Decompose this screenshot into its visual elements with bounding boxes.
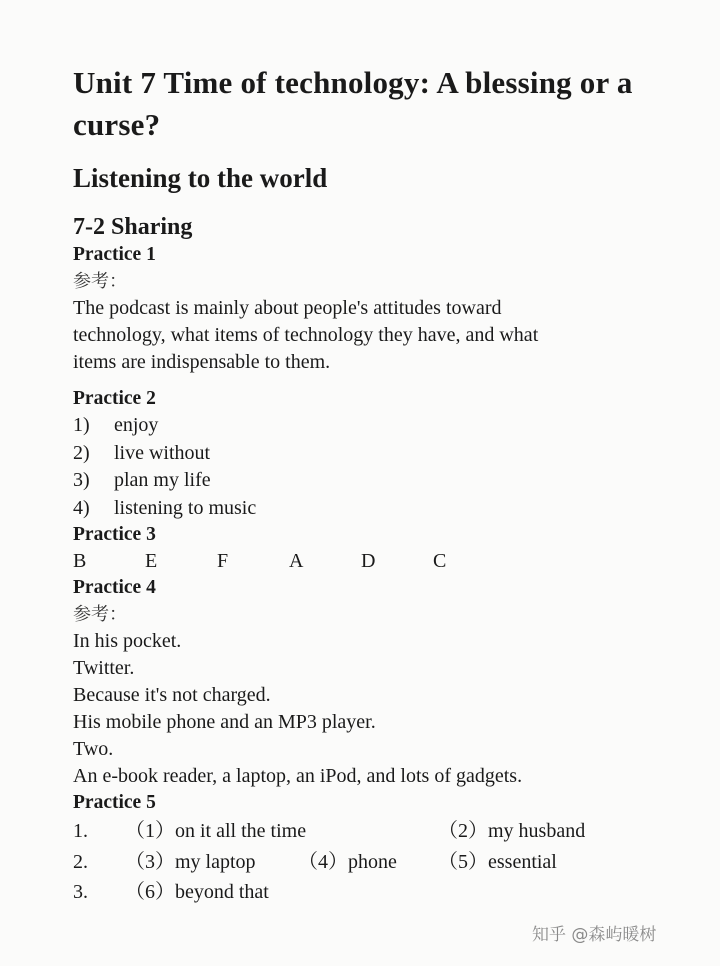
practice-5-row: 1. （1）on it all the time （2）my husband [73, 820, 586, 842]
practice-4-heading: Practice 4 [73, 577, 156, 598]
document-page [73, 62, 693, 908]
list-item: 3) plan my life [73, 469, 211, 491]
answer-line: Twitter. [73, 657, 135, 679]
practice-4-reference-label: 参考： [73, 604, 127, 625]
practice-2-heading: Practice 2 [73, 388, 156, 409]
answer-letter: F [217, 550, 229, 572]
answer-letter: D [361, 550, 376, 572]
practice-1-line-2: technology, what items of technology they have, and what [73, 324, 539, 346]
answer-letter: A [289, 550, 304, 572]
answer-line: Because it's not charged. [73, 684, 271, 706]
practice-3 [73, 522, 693, 575]
zhihu-watermark: 知乎 @森屿暖树 [532, 925, 657, 945]
answer-line: Two. [73, 738, 114, 760]
list-item: 4) listening to music [73, 496, 257, 519]
practice-5 [73, 790, 693, 908]
answer-letter: C [433, 550, 447, 572]
practice-5-row: 2. （3）my laptop （4）phone （5）essential [73, 850, 557, 873]
practice-2 [73, 386, 693, 522]
practice-1-line-3: items are indispensable to them. [73, 351, 331, 373]
practice-5-row: 3. （6）beyond that [73, 881, 269, 903]
practice-5-heading: Practice 5 [73, 792, 156, 813]
answer-line: His mobile phone and an MP3 player. [73, 711, 376, 733]
section-heading: Listening to the world [73, 163, 328, 193]
practice-3-answers [73, 548, 693, 575]
practice-4 [73, 575, 693, 790]
answer-line: In his pocket. [73, 630, 182, 652]
list-item: 1) enjoy [73, 414, 159, 436]
document-title: Unit 7 Time of technology: A blessing or a curse? [73, 65, 633, 142]
subsection-heading: 7-2 Sharing [73, 214, 193, 240]
practice-1 [73, 242, 693, 376]
answer-line: An e-book reader, a laptop, an iPod, and lots of gadgets. [73, 765, 523, 787]
practice-3-heading: Practice 3 [73, 524, 156, 545]
answer-letter: E [145, 550, 158, 572]
answer-letter: B [73, 550, 87, 572]
practice-1-reference-label: 参考： [73, 271, 127, 292]
practice-1-line-1: The podcast is mainly about people's attitudes toward [73, 297, 502, 319]
practice-1-heading: Practice 1 [73, 244, 156, 265]
practice-2-list [73, 412, 693, 522]
practice-4-answers [73, 628, 693, 790]
list-item: 2) live without [73, 441, 211, 464]
